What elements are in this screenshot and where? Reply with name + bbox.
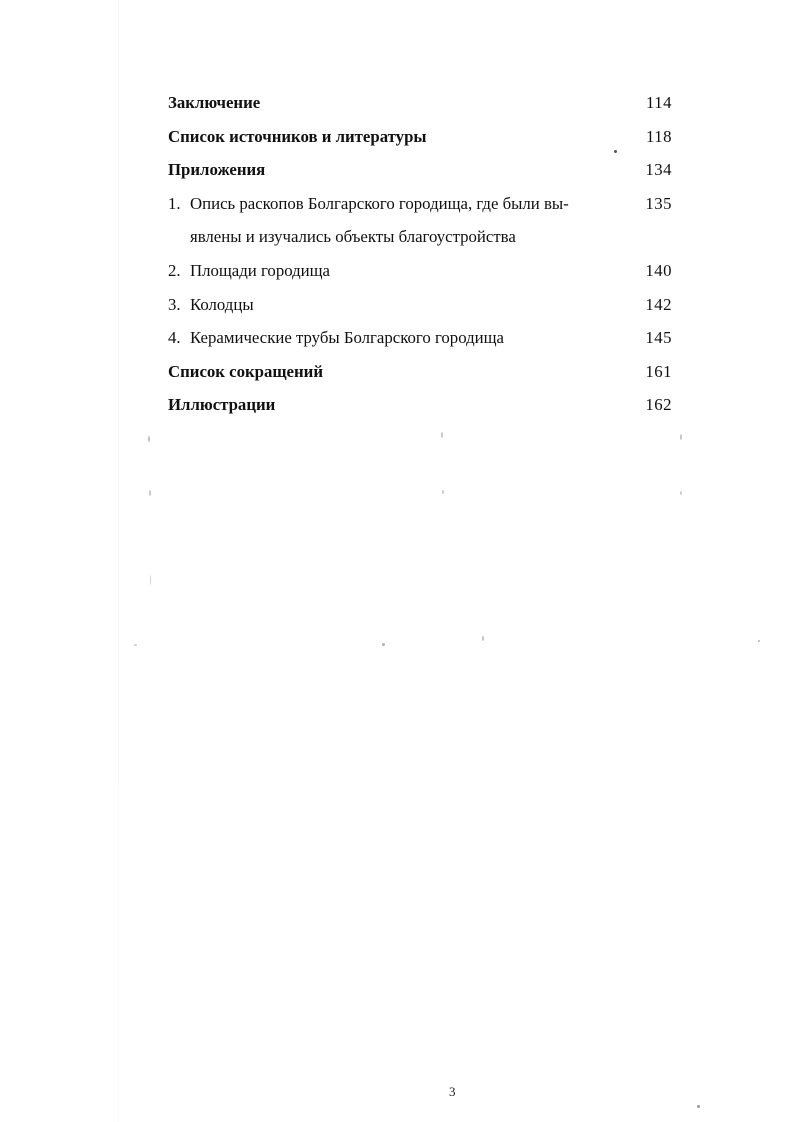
toc-entry-sources [168, 120, 680, 154]
toc-entry-illustrations [168, 388, 680, 422]
scan-speck [150, 575, 151, 585]
scan-edge [118, 0, 119, 1122]
toc-entry-page: 142 [645, 294, 672, 314]
toc-entry-conclusion [168, 86, 680, 120]
toc-entry-appendix-3 [168, 288, 680, 322]
toc-entry-continuation: явлены и изучались объекты благоустройства [190, 227, 516, 247]
toc-entry-page: 134 [645, 160, 672, 180]
toc-entry-text: Колодцы [190, 294, 254, 314]
toc-entry-number: 2. [168, 260, 181, 280]
toc-entry-text: Керамические трубы Болгарского городища [190, 328, 504, 348]
scan-speck [614, 150, 617, 153]
toc-entry-number: 3. [168, 294, 181, 314]
toc-entry-label [168, 254, 623, 288]
toc-entry-page: 135 [645, 193, 672, 213]
toc-entry-label: Список источников и литературы [168, 126, 427, 146]
toc-entry-label [168, 187, 623, 254]
toc-entry-appendices [168, 153, 680, 187]
scan-speck [148, 436, 150, 442]
toc-entry-abbreviations [168, 355, 680, 389]
scan-speck [697, 1105, 700, 1108]
toc-entry-number: 4. [168, 328, 181, 348]
toc-entry-page: 140 [645, 260, 672, 280]
toc-entry-label [168, 321, 623, 355]
toc-entry-label [168, 288, 623, 322]
toc-entry-label: Список сокращений [168, 361, 324, 381]
scan-speck [758, 640, 760, 642]
toc-entry-label: Иллюстрации [168, 395, 276, 415]
table-of-contents [168, 86, 680, 422]
toc-entry-number: 1. [168, 193, 181, 213]
toc-entry-page: 161 [645, 361, 672, 381]
toc-entry-label: Приложения [168, 160, 266, 180]
scan-speck [442, 490, 444, 494]
scan-speck [441, 432, 443, 438]
scan-speck [680, 491, 682, 495]
toc-entry-appendix-2 [168, 254, 680, 288]
toc-entry-page: 145 [645, 328, 672, 348]
scan-speck [382, 643, 385, 646]
toc-entry-page: 118 [645, 126, 672, 146]
scan-speck [134, 644, 137, 646]
scan-speck [680, 434, 682, 440]
toc-entry-text: Площади городища [190, 260, 331, 280]
toc-entry-text: Опись раскопов Болгарского городища, где были вы- [190, 193, 569, 213]
toc-entry-label: Заключение [168, 93, 261, 112]
scan-speck [149, 490, 151, 496]
toc-entry-page: 162 [645, 395, 672, 415]
toc-entry-appendix-1 [168, 187, 680, 254]
toc-entry-appendix-4 [168, 321, 680, 355]
toc-entry-page: 114 [645, 93, 672, 112]
page-number: 3 [449, 1084, 456, 1099]
scan-speck [482, 636, 484, 641]
